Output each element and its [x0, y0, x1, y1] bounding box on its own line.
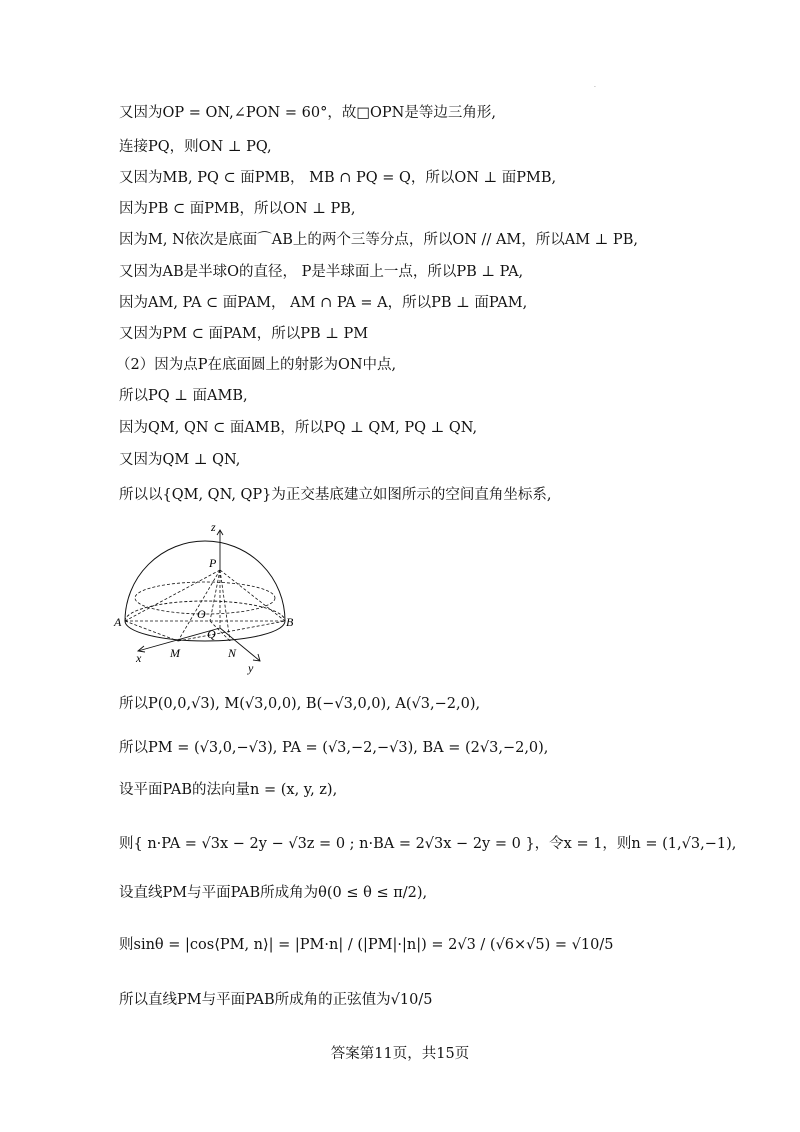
text-line-12: 又因为QM ⊥ QN, [119, 452, 241, 468]
label-B: B [286, 615, 294, 629]
hemisphere-figure [110, 518, 300, 678]
label-z: z [211, 520, 216, 534]
text-line-14: 所以P(0,0,√3), M(√3,0,0), B(−√3,0,0), A(√3,−2,0), [119, 696, 481, 712]
label-P: P [209, 556, 217, 570]
text-line-19: 则sinθ = |cos⟨PM, n⟩| = |PM·n| / (|PM|·|n|) = 2√3 / (√6×√5) = √10/5 [119, 937, 614, 953]
label-M: M [170, 646, 180, 660]
base-front-arc [125, 621, 285, 641]
label-Q: Q [207, 627, 216, 641]
text-line-16: 设平面PAB的法向量n = (x, y, z), [119, 782, 338, 798]
y-axis [220, 628, 260, 661]
segment-AM [125, 621, 178, 641]
text-line-10: 所以PQ ⊥ 面AMB, [119, 388, 248, 404]
text-line-11: 因为QM, QN ⊂ 面AMB，所以PQ ⊥ QM, PQ ⊥ QN, [119, 420, 478, 436]
segment-PA [125, 570, 220, 621]
speck: · [594, 84, 596, 91]
label-N: N [228, 646, 237, 660]
segment-PB [220, 570, 285, 621]
label-y: y [248, 661, 254, 675]
text-line-15: 所以PM = (√3,0,−√3), PA = (√3,−2,−√3), BA = (2√3,−2,0), [119, 740, 549, 756]
label-A: A [114, 615, 122, 629]
page-footer: 答案第11页，共15页 [330, 1046, 470, 1062]
text-line-17: 则{ n·PA = √3x − 2y − √3z = 0 ; n·BA = 2√3x − 2y = 0 }，令x = 1，则n = (1,√3,−1), [119, 836, 737, 852]
segment-PN [220, 570, 230, 641]
label-O: O [197, 607, 206, 621]
text-line-9: （2）因为点P在底面圆上的射影为ON中点, [116, 357, 397, 373]
text-line-7: 因为AM, PA ⊂ 面PAM， AM ∩ PA = A，所以PB ⊥ 面PAM, [119, 295, 528, 311]
text-line-8: 又因为PM ⊂ 面PAM，所以PB ⊥ PM [119, 326, 369, 342]
text-line-5: 因为M, N依次是底面⌒AB上的两个三等分点，所以ON // AM，所以AM ⊥ PB, [119, 232, 638, 248]
text-line-1: 又因为OP = ON,∠PON = 60°，故□OPN是等边三角形, [119, 105, 496, 121]
text-line-3: 又因为MB, PQ ⊂ 面PMB， MB ∩ PQ = Q，所以ON ⊥ 面PMB, [119, 170, 557, 186]
text-line-20: 所以直线PM与平面PAB所成角的正弦值为√10/5 [119, 992, 433, 1008]
text-line-4: 因为PB ⊂ 面PMB，所以ON ⊥ PB, [119, 201, 356, 217]
text-line-6: 又因为AB是半球O的直径， P是半球面上一点，所以PB ⊥ PA, [119, 264, 524, 280]
text-line-2: 连接PQ，则ON ⊥ PQ, [119, 139, 272, 155]
text-line-18: 设直线PM与平面PAB所成角为θ(0 ≤ θ ≤ π/2), [119, 885, 428, 901]
text-line-13: 所以以{QM, QN, QP}为正交基底建立如图所示的空间直角坐标系, [119, 487, 552, 503]
label-x: x [136, 651, 142, 665]
